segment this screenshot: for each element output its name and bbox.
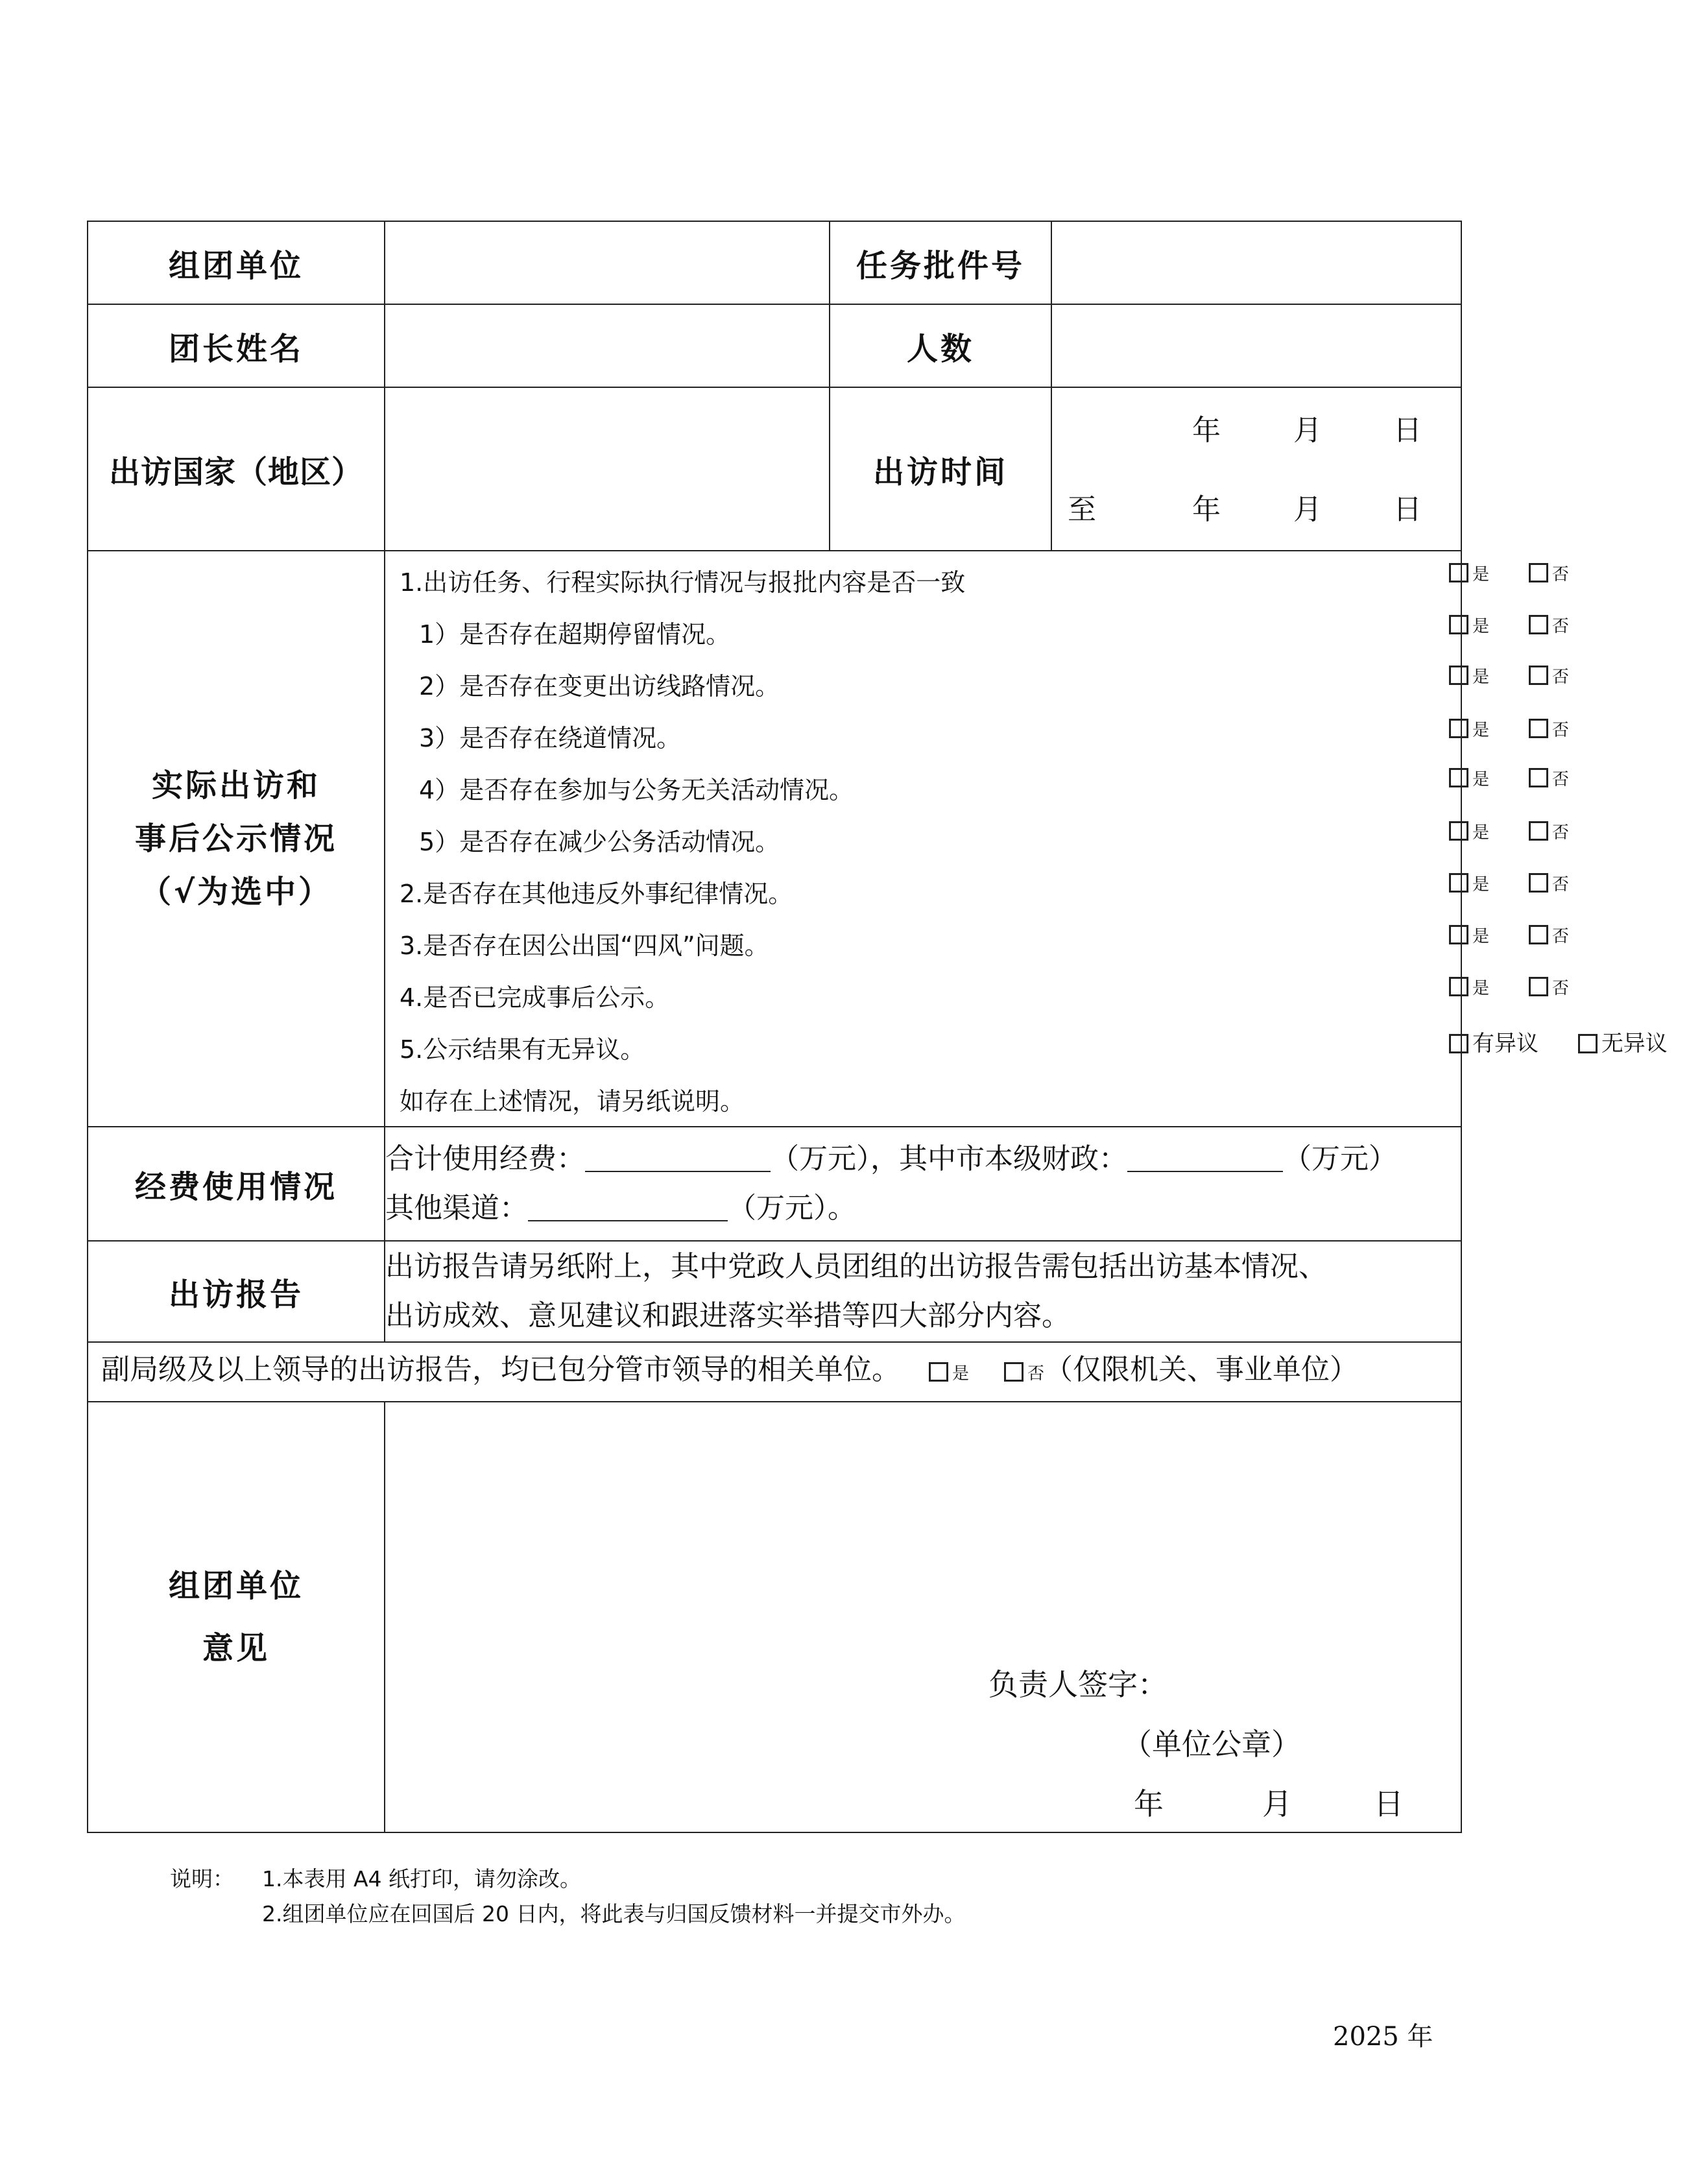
- yes-no-options: [1449, 922, 1601, 948]
- label-actual-visit: [88, 551, 385, 1127]
- label-organizing-unit: 组团单位: [88, 221, 385, 304]
- signature-label: 负责人签字：: [988, 1667, 1167, 1702]
- no-label: 否: [1551, 617, 1569, 636]
- yes-checkbox[interactable]: [1449, 977, 1468, 996]
- total-funding-label: 合计使用经费：: [385, 1142, 585, 1175]
- note-1: 1.本表用 A4 纸打印，请勿涂改。: [262, 1866, 582, 1891]
- checklist-cell: [385, 551, 1668, 1127]
- report-delivery-row: [88, 1342, 1461, 1402]
- sign-year-label: 年: [1134, 1786, 1164, 1821]
- notes-line1: [170, 1862, 965, 1897]
- check-item-1-1: 1）是否存在超期停留情况。: [419, 620, 731, 649]
- yes-label: 是: [1472, 667, 1490, 687]
- signature-area: [385, 1403, 1461, 1831]
- end-year-label: 年: [1192, 493, 1221, 526]
- label-visit-report: 出访报告: [88, 1241, 385, 1342]
- yes-label: 是: [1472, 770, 1490, 789]
- delivery-yes-checkbox[interactable]: [929, 1362, 948, 1382]
- report-form-table: [87, 221, 1668, 1833]
- funding-line2: [385, 1184, 1461, 1233]
- notes-label: 说明：: [170, 1866, 234, 1891]
- has-objection-label: 有异议: [1472, 1031, 1538, 1057]
- label-headcount: 人数: [830, 304, 1051, 387]
- label-actual-visit-line3: （√为选中）: [139, 874, 333, 910]
- no-checkbox[interactable]: [1529, 666, 1548, 685]
- leader-name-field[interactable]: [385, 304, 830, 387]
- start-day-label: 日: [1393, 414, 1422, 447]
- yes-no-options: [1449, 662, 1601, 688]
- yes-checkbox[interactable]: [1449, 563, 1468, 582]
- check-item-1: 1.出访任务、行程实际执行情况与报批内容是否一致: [400, 568, 966, 597]
- funding-line1: [385, 1134, 1461, 1184]
- yes-checkbox[interactable]: [1449, 821, 1468, 841]
- yes-label: 是: [1472, 721, 1490, 740]
- no-label: 否: [1551, 875, 1569, 894]
- period: 。: [828, 1192, 856, 1225]
- check-item-2: 2.是否存在其他违反外事纪律情况。: [400, 880, 793, 908]
- label-funding: 经费使用情况: [88, 1127, 385, 1241]
- yes-no-options: [1449, 612, 1601, 638]
- label-approval-number: 任务批件号: [830, 221, 1051, 304]
- check-item-1-3: 3）是否存在绕道情况。: [419, 724, 682, 752]
- has-objection-checkbox[interactable]: [1449, 1034, 1468, 1053]
- no-label: 否: [1551, 770, 1569, 789]
- unit-seal-label: （单位公章）: [1122, 1727, 1301, 1762]
- no-label: 否: [1551, 565, 1569, 584]
- other-channels-label: 其他渠道：: [385, 1192, 528, 1225]
- destination-country-field[interactable]: [385, 387, 830, 551]
- delivery-scope-note: （仅限机关、事业单位）: [1044, 1353, 1359, 1386]
- no-checkbox[interactable]: [1529, 925, 1548, 944]
- yes-label: 是: [1472, 565, 1490, 584]
- delivery-no-checkbox[interactable]: [1004, 1362, 1024, 1382]
- check-item-1-4: 4）是否存在参加与公务无关活动情况。: [419, 776, 854, 804]
- yes-label: 是: [1472, 617, 1490, 636]
- no-objection-checkbox[interactable]: [1578, 1034, 1598, 1053]
- yes-checkbox[interactable]: [1449, 873, 1468, 893]
- unit-label: （万元）: [728, 1192, 828, 1225]
- end-month-label: 月: [1293, 493, 1322, 526]
- label-actual-visit-line1: 实际出访和: [151, 767, 320, 804]
- no-objection-label: 无异议: [1601, 1031, 1668, 1057]
- city-funding-label: ，其中市本级财政：: [870, 1142, 1127, 1175]
- check-item-5: 5.公示结果有无异议。: [400, 1035, 645, 1064]
- yes-no-options: [1449, 974, 1601, 1000]
- label-actual-visit-line2: 事后公示情况: [134, 821, 337, 857]
- checklist: [385, 552, 1668, 1125]
- no-checkbox[interactable]: [1529, 719, 1548, 738]
- check-item-4: 4.是否已完成事后公示。: [400, 983, 670, 1012]
- unit-label: （万元）: [1283, 1142, 1397, 1175]
- footer-year: 2025 年: [1333, 2022, 1433, 2052]
- yes-no-options: [1449, 765, 1601, 791]
- other-channels-field[interactable]: [528, 1192, 728, 1221]
- no-label: 否: [1551, 927, 1569, 946]
- objection-options: [1449, 1026, 1700, 1057]
- yes-label: 是: [1472, 927, 1490, 946]
- yes-checkbox[interactable]: [1449, 768, 1468, 787]
- total-funding-field[interactable]: [585, 1142, 771, 1172]
- yes-no-options: [1449, 818, 1601, 844]
- checklist-note: 如存在上述情况，请另纸说明。: [400, 1087, 745, 1116]
- check-item-1-5: 5）是否存在减少公务活动情况。: [419, 828, 780, 856]
- no-label: 否: [1551, 667, 1569, 687]
- yes-label: 是: [1472, 979, 1490, 998]
- yes-checkbox[interactable]: [1449, 719, 1468, 738]
- sign-day-label: 日: [1374, 1786, 1404, 1821]
- to-label: 至: [1068, 493, 1096, 526]
- organizing-unit-field[interactable]: [385, 221, 830, 304]
- visit-time-field[interactable]: [1051, 387, 1461, 551]
- label-unit-opinion: [88, 1402, 385, 1832]
- notes: [170, 1862, 965, 1932]
- visit-date-range: [1052, 389, 1461, 549]
- yes-checkbox[interactable]: [1449, 615, 1468, 634]
- delivery-no-label: 否: [1027, 1364, 1045, 1384]
- yes-label: 是: [1472, 823, 1490, 843]
- check-item-1-2: 2）是否存在变更出访线路情况。: [419, 672, 780, 701]
- funding-cell: [385, 1127, 1461, 1241]
- no-label: 否: [1551, 979, 1569, 998]
- no-checkbox[interactable]: [1529, 563, 1548, 582]
- visit-report-line1: 出访报告请另纸附上，其中党政人员团组的出访报告需包括出访基本情况、: [385, 1250, 1327, 1283]
- check-item-3: 3.是否存在因公出国“四风”问题。: [400, 931, 769, 960]
- approval-number-field[interactable]: [1051, 221, 1461, 304]
- no-label: 否: [1551, 823, 1569, 843]
- start-month-label: 月: [1293, 414, 1322, 447]
- start-year-label: 年: [1192, 414, 1221, 447]
- yes-no-options: [1449, 715, 1601, 741]
- note-2: 2.组团单位应在回国后 20 日内，将此表与归国反馈材料一并提交市外办。: [262, 1901, 966, 1926]
- label-leader-name: 团长姓名: [88, 304, 385, 387]
- city-funding-field[interactable]: [1127, 1142, 1283, 1172]
- yes-no-options: [1449, 870, 1601, 896]
- unit-label: （万元）: [771, 1142, 870, 1175]
- visit-report-cell: [385, 1241, 1461, 1342]
- visit-report-line2: 出访成效、意见建议和跟进落实举措等四大部分内容。: [385, 1299, 1070, 1332]
- sign-month-label: 月: [1262, 1786, 1292, 1821]
- label-unit-opinion-line2: 意见: [202, 1630, 270, 1666]
- unit-opinion-field[interactable]: [385, 1402, 1461, 1832]
- no-checkbox[interactable]: [1529, 977, 1548, 996]
- no-checkbox[interactable]: [1529, 821, 1548, 841]
- label-unit-opinion-line1: 组团单位: [168, 1568, 304, 1604]
- yes-checkbox[interactable]: [1449, 925, 1468, 944]
- report-delivery-text: 副局级及以上领导的出访报告，均已包分管市领导的相关单位。: [101, 1353, 900, 1386]
- label-visit-time: 出访时间: [830, 387, 1051, 551]
- yes-checkbox[interactable]: [1449, 666, 1468, 685]
- no-checkbox[interactable]: [1529, 873, 1548, 893]
- delivery-yes-label: 是: [952, 1364, 970, 1384]
- no-checkbox[interactable]: [1529, 615, 1548, 634]
- headcount-field[interactable]: [1051, 304, 1461, 387]
- no-checkbox[interactable]: [1529, 768, 1548, 787]
- yes-no-options: [1449, 560, 1601, 586]
- yes-label: 是: [1472, 875, 1490, 894]
- end-day-label: 日: [1393, 493, 1422, 526]
- label-destination-country: 出访国家（地区）: [88, 387, 385, 551]
- no-label: 否: [1551, 721, 1569, 740]
